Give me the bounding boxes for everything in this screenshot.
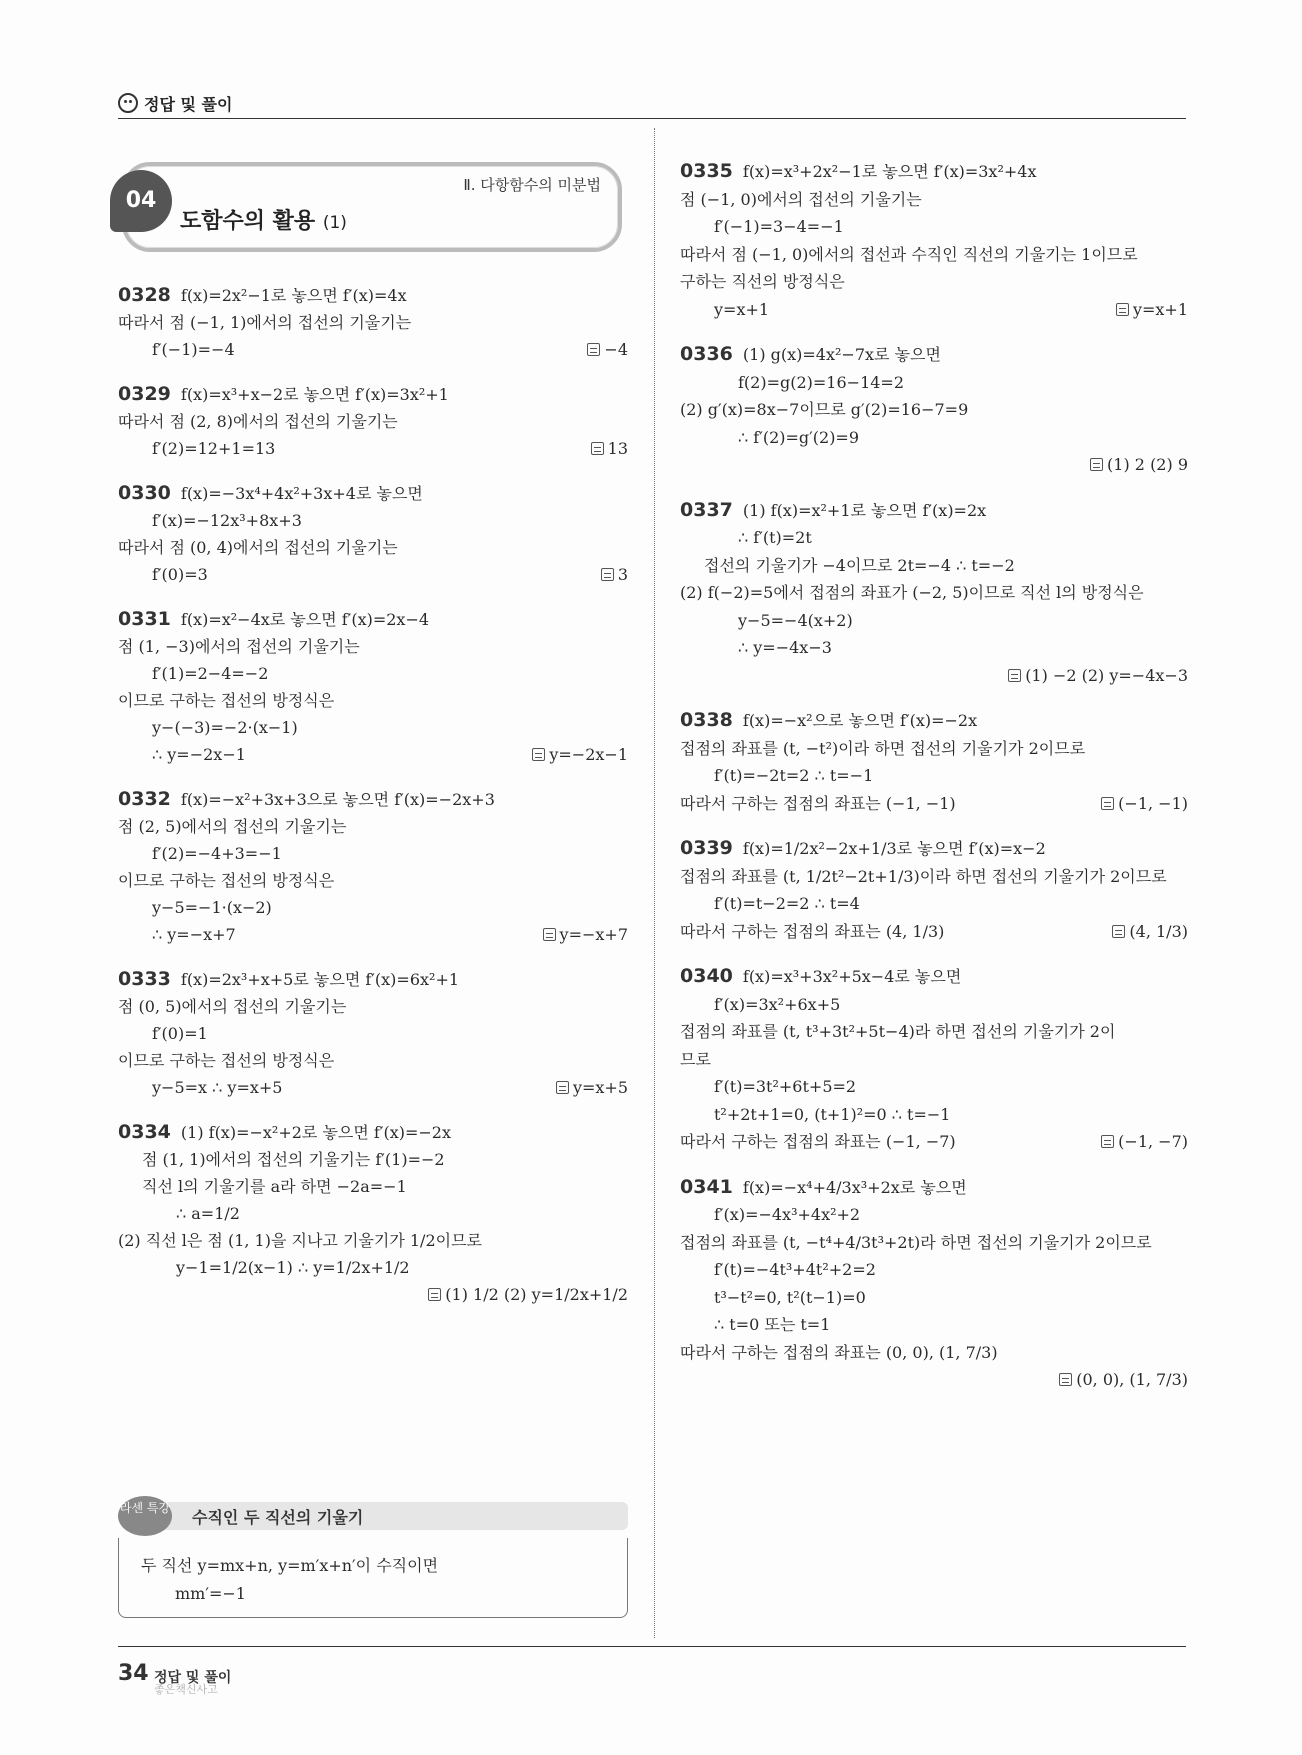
solution-text: f′(−1)=3−4=−1 [714, 217, 844, 236]
solution-text: 따라서 구하는 접점의 좌표는 (4, 1/3) [680, 921, 945, 941]
solution-line [680, 396, 1188, 424]
solution-line [680, 1256, 1188, 1284]
solution-text: y=x+1 [714, 299, 770, 319]
solution-text: 구하는 직선의 방정식은 [680, 272, 845, 291]
chapter-part: (1) [322, 213, 347, 233]
solution-text: 따라서 점 (−1, 0)에서의 접선과 수직인 직선의 기울기는 1이므로 [680, 244, 1138, 264]
solution-text: 따라서 구하는 접점의 좌표는 (−1, −7) [680, 1132, 956, 1151]
solution-line [118, 633, 628, 660]
problem-number: 0333 [118, 968, 171, 990]
solution-line [118, 606, 628, 633]
solution-line [680, 1073, 1188, 1101]
solution-text: f′(t)=t−2=2 ∴ t=4 [714, 894, 860, 913]
solution-text: f(x)=1/2x²−2x+1/3로 놓으면 f′(x)=x−2 [742, 839, 1046, 858]
problem-0330 [118, 480, 628, 588]
solution-text: f(x)=x³+3x²+5x−4로 놓으면 [742, 967, 962, 986]
problem-0332 [118, 786, 628, 948]
solution-text: f(x)=2x²−1로 놓으면 f′(x)=4x [180, 286, 407, 305]
solution-line [118, 1074, 628, 1101]
solution-line [680, 735, 1188, 763]
solution-line [680, 369, 1188, 397]
page-number: 34 [118, 1661, 149, 1686]
solution-text: f(x)=2x³+x+5로 놓으면 f′(x)=6x²+1 [180, 970, 460, 989]
solution-text: (1) f(x)=x²+1로 놓으면 f′(x)=2x [742, 500, 987, 520]
answer [543, 921, 628, 948]
solution-line [118, 921, 628, 948]
solution-line [118, 966, 628, 993]
problem-number: 0330 [118, 482, 171, 504]
solution-text: f′(−1)=−4 [152, 340, 235, 359]
solution-text: 점 (2, 5)에서의 접선의 기울기는 [118, 817, 347, 836]
solution-text: y−(−3)=−2·(x−1) [152, 718, 298, 737]
problem-0338 [680, 707, 1188, 817]
answer-text: y=x+1 [1132, 299, 1188, 319]
problem-number: 0339 [680, 837, 733, 859]
solution-text: f′(2)=12+1=13 [152, 439, 276, 458]
solution-line [118, 1146, 628, 1173]
solution-text: 따라서 구하는 접점의 좌표는 (−1, −1) [680, 793, 956, 813]
solution-text: (2) g′(x)=8x−7이므로 g′(2)=16−7=9 [680, 400, 969, 419]
solution-line [680, 634, 1188, 662]
solution-text: 점 (0, 5)에서의 접선의 기울기는 [118, 997, 347, 1016]
special-box [118, 1496, 628, 1621]
solution-text: f′(t)=3t²+6t+5=2 [714, 1077, 857, 1096]
problem-number: 0337 [680, 498, 733, 521]
answer-text: 13 [607, 439, 628, 458]
problem-number: 0332 [118, 788, 171, 810]
solution-line [680, 186, 1188, 214]
solution-line [118, 786, 628, 813]
solution-line [680, 158, 1188, 186]
chapter-banner [112, 162, 627, 257]
solution-text: 점 (−1, 0)에서의 접선의 기울기는 [680, 189, 922, 209]
solution-line [118, 408, 628, 435]
answer-icon [1008, 669, 1021, 682]
solution-text: 따라서 점 (0, 4)에서의 접선의 기울기는 [118, 538, 398, 557]
solution-text: (2) 직선 l은 점 (1, 1)을 지나고 기울기가 1/2이므로 [118, 1231, 482, 1250]
problem-0341 [680, 1174, 1188, 1394]
solution-text: f(x)=−x²으로 놓으면 f′(x)=−2x [742, 711, 978, 730]
special-body [118, 1538, 628, 1618]
problem-0334 [118, 1119, 628, 1308]
answer [428, 1281, 628, 1308]
answer [1008, 662, 1188, 690]
footer-label: 정답 및 풀이 [154, 1670, 232, 1686]
problem-number: 0341 [680, 1175, 733, 1198]
solution-line [118, 1047, 628, 1074]
solution-text: 직선 l의 기울기를 a라 하면 −2a=−1 [142, 1177, 407, 1196]
problem-0331 [118, 606, 628, 768]
solution-text: f(x)=x²−4x로 놓으면 f′(x)=2x−4 [180, 610, 430, 629]
solution-text: f(x)=x³+2x²−1로 놓으면 f′(x)=3x²+4x [742, 162, 1037, 181]
answer-icon [1059, 1373, 1072, 1386]
answer [591, 435, 628, 462]
solution-line [680, 790, 1188, 818]
solution-line [118, 993, 628, 1020]
answer [1090, 451, 1188, 479]
solution-text: f(x)=−x⁴+4/3x³+2x로 놓으면 [742, 1177, 967, 1197]
answer [532, 741, 628, 768]
solution-line [118, 534, 628, 561]
solution-text: 접점의 좌표를 (t, −t⁴+4/3t³+2t)라 하면 접선의 기울기가 2이므로 [680, 1232, 1152, 1252]
problem-number: 0338 [680, 709, 733, 731]
solution-text: 따라서 점 (2, 8)에서의 접선의 기울기는 [118, 412, 398, 431]
solution-line [680, 890, 1188, 918]
solution-line [118, 687, 628, 714]
solution-text: 접점의 좌표를 (t, t³+3t²+5t−4)라 하면 접선의 기울기가 2이 [680, 1022, 1116, 1041]
answer-icon [587, 343, 600, 356]
solution-text: (1) f(x)=−x²+2로 놓으면 f′(x)=−2x [180, 1123, 451, 1142]
problem-number: 0331 [118, 608, 171, 630]
solution-text: 점 (1, −3)에서의 접선의 기울기는 [118, 637, 360, 656]
solution-line [680, 918, 1188, 946]
problem-number: 0335 [680, 160, 733, 182]
solution-text: 점 (1, 1)에서의 접선의 기울기는 f′(1)=−2 [142, 1150, 445, 1169]
problem-0339 [680, 835, 1188, 945]
chapter-title-text: 도함수의 활용 [180, 209, 316, 234]
solution-line [118, 282, 628, 309]
problem-0336 [680, 341, 1188, 479]
answer-icon [532, 748, 545, 761]
smiley-icon [118, 93, 138, 113]
solution-text: ∴ f′(2)=g′(2)=9 [738, 427, 860, 447]
problem-0333 [118, 966, 628, 1101]
page-footer [118, 1646, 1186, 1696]
answer-text: (−1, −1) [1118, 793, 1188, 813]
solution-line [680, 762, 1188, 790]
solution-line [118, 507, 628, 534]
solution-text: ∴ f′(t)=2t [738, 528, 812, 547]
solution-line [680, 241, 1188, 269]
solution-text: ∴ y=−2x−1 [152, 745, 246, 764]
solution-line [118, 1020, 628, 1047]
solution-line [680, 963, 1188, 991]
solution-line [118, 309, 628, 336]
answer-text: (1) 2 (2) 9 [1107, 455, 1188, 474]
answer-text: (1) −2 (2) y=−4x−3 [1025, 665, 1188, 685]
solution-line [680, 1018, 1188, 1046]
solution-line [118, 813, 628, 840]
solution-text: f(2)=g(2)=16−14=2 [738, 372, 905, 392]
special-title: 수직인 두 직선의 기울기 [192, 1508, 364, 1527]
solution-line [118, 480, 628, 507]
publisher-logo: 좋은책신사고 [154, 1683, 218, 1696]
solution-text: ∴ a=1/2 [176, 1204, 240, 1223]
chapter-number: 04 [110, 170, 172, 232]
solution-line [118, 561, 628, 588]
solution-line [680, 451, 1188, 479]
answer-icon [1101, 797, 1114, 810]
answer [1101, 790, 1188, 818]
solution-text: f(x)=x³+x−2로 놓으면 f′(x)=3x²+1 [180, 385, 449, 404]
answer-text: −4 [604, 340, 628, 359]
right-column [680, 158, 1188, 1412]
solution-line [118, 381, 628, 408]
problem-number: 0329 [118, 383, 171, 405]
solution-line [680, 1201, 1188, 1229]
solution-line [680, 1101, 1188, 1129]
solution-text: 따라서 구하는 접점의 좌표는 (0, 0), (1, 7/3) [680, 1342, 998, 1362]
solution-line [680, 424, 1188, 452]
solution-text: f′(t)=−4t³+4t²+2=2 [714, 1260, 876, 1279]
header-title: 정답 및 풀이 [144, 95, 233, 114]
solution-text: t³−t²=0, t²(t−1)=0 [714, 1287, 866, 1307]
solution-text: f′(1)=2−4=−2 [152, 664, 269, 683]
problem-number: 0334 [118, 1121, 171, 1143]
solution-text: f′(t)=−2t=2 ∴ t=−1 [714, 766, 874, 785]
solution-line [680, 1339, 1188, 1367]
solution-text: 이므로 구하는 접선의 방정식은 [118, 1051, 335, 1070]
solution-text: (2) f(−2)=5에서 접점의 좌표가 (−2, 5)이므로 직선 l의 방정식은 [680, 583, 1144, 602]
answer-text: (−1, −7) [1118, 1132, 1188, 1151]
solution-line [680, 1366, 1188, 1394]
answer-text: (4, 1/3) [1129, 921, 1188, 941]
solution-text: f′(x)=−12x³+8x+3 [152, 511, 302, 530]
answer-text: 3 [617, 565, 628, 584]
problem-0340 [680, 963, 1188, 1156]
solution-line [680, 707, 1188, 735]
answer-text: y=−x+7 [559, 925, 628, 944]
solution-line [680, 268, 1188, 296]
solution-text: 접점의 좌표를 (t, 1/2t²−2t+1/3)이라 하면 접선의 기울기가 2이므로 [680, 866, 1167, 886]
solution-line [680, 607, 1188, 635]
solution-text: ∴ t=0 또는 t=1 [714, 1315, 831, 1334]
solution-line [680, 1311, 1188, 1339]
answer-icon [1101, 1135, 1114, 1148]
answer-icon [543, 928, 556, 941]
solution-line [680, 1174, 1188, 1202]
solution-text: f′(0)=3 [152, 565, 208, 584]
answer-icon [601, 568, 614, 581]
special-line: 두 직선 y=mx+n, y=m′x+n′이 수직이면 [141, 1556, 439, 1575]
problem-number: 0328 [118, 284, 171, 306]
answer-icon [1116, 303, 1129, 316]
solution-line [118, 894, 628, 921]
solution-line [680, 1128, 1188, 1156]
solution-line [680, 579, 1188, 607]
left-column [118, 282, 628, 1326]
special-line: mm′=−1 [175, 1584, 246, 1603]
solution-line [680, 835, 1188, 863]
problem-number: 0336 [680, 343, 733, 365]
solution-line [118, 1227, 628, 1254]
answer-text: y=x+5 [572, 1078, 628, 1097]
solution-line [680, 213, 1188, 241]
answer-text: (0, 0), (1, 7/3) [1076, 1370, 1188, 1389]
answer-icon [428, 1288, 441, 1301]
solution-line [680, 863, 1188, 891]
solution-line [118, 867, 628, 894]
solution-line [680, 497, 1188, 525]
answer-text: (1) 1/2 (2) y=1/2x+1/2 [445, 1285, 628, 1304]
solution-line [680, 1229, 1188, 1257]
answer [1112, 918, 1188, 946]
solution-line [118, 714, 628, 741]
solution-text: 이므로 구하는 접선의 방정식은 [118, 871, 335, 890]
solution-text: f′(2)=−4+3=−1 [152, 844, 282, 863]
answer [587, 336, 628, 363]
problem-0337 [680, 497, 1188, 690]
solution-text: ∴ y=−x+7 [152, 925, 236, 944]
solution-text: f(x)=−x²+3x+3으로 놓으면 f′(x)=−2x+3 [180, 790, 495, 809]
solution-text: 접선의 기울기가 −4이므로 2t=−4 ∴ t=−2 [704, 555, 1015, 575]
solution-text: f(x)=−3x⁴+4x²+3x+4로 놓으면 [180, 484, 423, 503]
solution-text: (1) g(x)=4x²−7x로 놓으면 [742, 345, 941, 364]
problem-number: 0340 [680, 965, 733, 987]
answer-icon [591, 442, 604, 455]
solution-line [680, 662, 1188, 690]
solution-line [118, 1281, 628, 1308]
solution-text: ∴ y=−4x−3 [738, 638, 832, 657]
problem-0328 [118, 282, 628, 363]
solution-line [118, 840, 628, 867]
problem-0335 [680, 158, 1188, 323]
solution-text: 접점의 좌표를 (t, −t²)이라 하면 접선의 기울기가 2이므로 [680, 738, 1086, 758]
solution-text: f′(x)=3x²+6x+5 [714, 994, 841, 1014]
answer [601, 561, 628, 588]
solution-line [118, 741, 628, 768]
chapter-subtitle: Ⅱ. 다항함수의 미분법 [463, 176, 601, 194]
solution-line [118, 1254, 628, 1281]
solution-line [680, 296, 1188, 324]
solution-line [680, 991, 1188, 1019]
solution-line [118, 1200, 628, 1227]
solution-text: 따라서 점 (−1, 1)에서의 접선의 기울기는 [118, 313, 412, 332]
solution-text: f′(x)=−4x³+4x²+2 [714, 1205, 861, 1224]
solution-text: t²+2t+1=0, (t+1)²=0 ∴ t=−1 [714, 1104, 951, 1124]
solution-line [118, 336, 628, 363]
solution-text: y−5=−1·(x−2) [152, 898, 272, 917]
solution-text: 이므로 구하는 접선의 방정식은 [118, 691, 335, 710]
answer-icon [1090, 458, 1103, 471]
page-header [118, 92, 1186, 119]
solution-line [118, 660, 628, 687]
solution-text: y−5=x ∴ y=x+5 [152, 1078, 283, 1097]
solution-line [680, 341, 1188, 369]
solution-line [118, 1173, 628, 1200]
answer-icon [1112, 925, 1125, 938]
answer-icon [556, 1081, 569, 1094]
answer-text: y=−2x−1 [549, 745, 628, 764]
solution-line [680, 524, 1188, 552]
solution-text: 므로 [680, 1049, 711, 1069]
solution-text: y−1=1/2(x−1) ∴ y=1/2x+1/2 [176, 1258, 410, 1277]
answer [1116, 296, 1188, 324]
solution-line [118, 1119, 628, 1146]
solution-line [118, 435, 628, 462]
answer [1101, 1128, 1188, 1156]
solution-text: f′(0)=1 [152, 1024, 208, 1043]
solution-text: y−5=−4(x+2) [738, 610, 853, 630]
chapter-title [180, 204, 347, 235]
special-badge: 라센 특강 [118, 1496, 172, 1536]
problem-0329 [118, 381, 628, 462]
answer [556, 1074, 628, 1101]
column-divider [654, 128, 655, 1638]
solution-line [680, 1284, 1188, 1312]
solution-line [680, 1046, 1188, 1074]
solution-line [680, 552, 1188, 580]
answer [1059, 1366, 1188, 1394]
